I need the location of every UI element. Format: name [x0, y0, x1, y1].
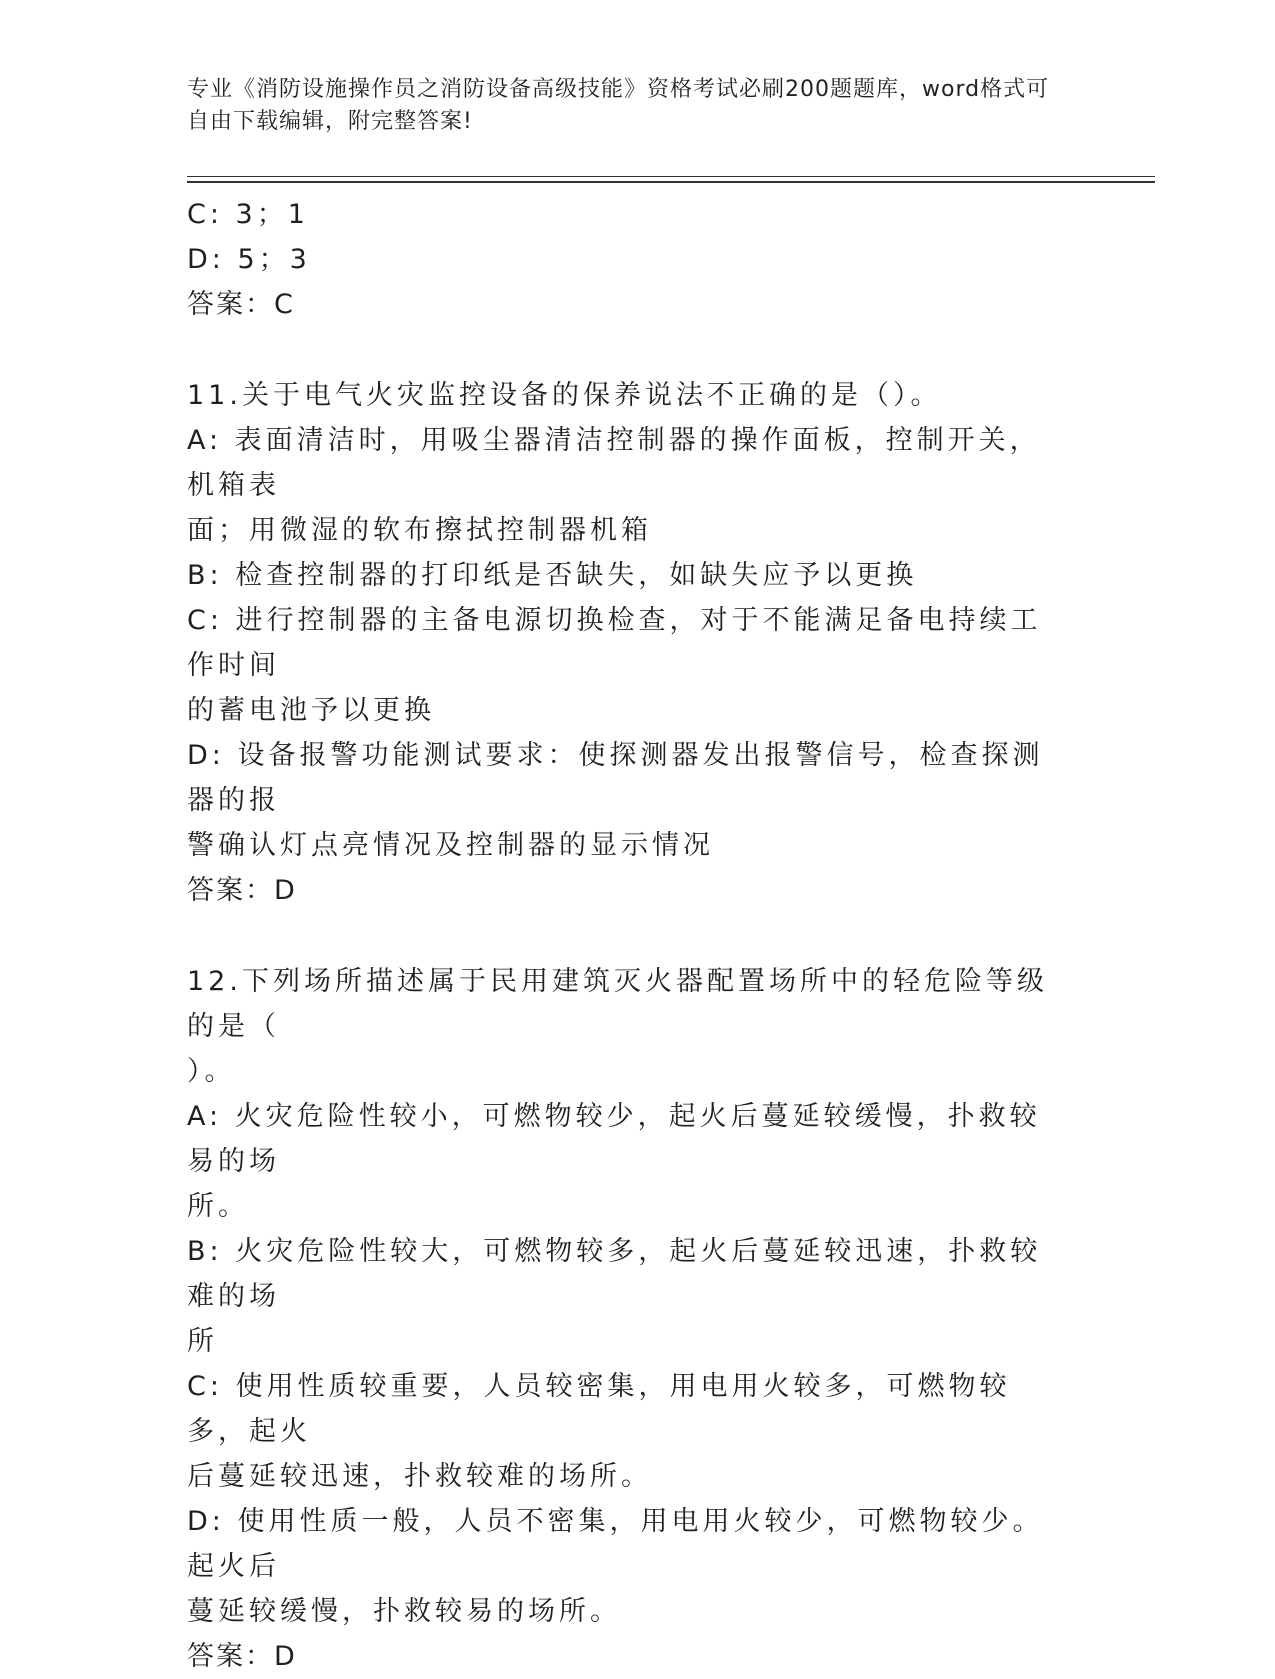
- question-content: [187, 192, 1067, 1679]
- option-line: C: 进行控制器的主备电源切换检查，对于不能满足备电持续工作时间: [187, 605, 1042, 681]
- option-line: B: 检查控制器的打印纸是否缺失，如缺失应予以更换: [187, 560, 918, 591]
- answer-line: 答案：D: [187, 875, 297, 906]
- option-line: D: 使用性质一般，人员不密集，用电用火较少，可燃物较少。起火后: [187, 1506, 1044, 1582]
- question-stem: 11.关于电气火灾监控设备的保养说法不正确的是（）。: [187, 380, 942, 411]
- question-block-11: [187, 373, 1067, 913]
- option-line: A: 火灾危险性较小，可燃物较少，起火后蔓延较缓慢，扑救较易的场: [187, 1101, 1041, 1177]
- option-line: C: 使用性质较重要，人员较密集，用电用火较多，可燃物较多，起火: [187, 1371, 1011, 1447]
- page-header: 专业《消防设施操作员之消防设备高级技能》资格考试必刷200题题库，word格式可自由下载编辑，附完整答案!: [187, 77, 1050, 134]
- spacer: [187, 913, 1067, 959]
- option-line: 警确认灯点亮情况及控制器的显示情况: [187, 830, 714, 861]
- option-line: D: 设备报警功能测试要求：使探测器发出报警信号，检查探测器的报: [187, 740, 1044, 816]
- option-line: 的蓄电池予以更换: [187, 695, 435, 726]
- option-line: 所: [187, 1326, 218, 1357]
- header-divider-thin: [187, 176, 1155, 177]
- spacer: [187, 327, 1067, 373]
- option-line: C: 3；1: [187, 199, 309, 230]
- option-line: A: 表面清洁时，用吸尘器清洁控制器的操作面板，控制开关，机箱表: [187, 425, 1041, 501]
- prev-question-block: [187, 192, 1067, 327]
- option-line: 蔓延较缓慢，扑救较易的场所。: [187, 1596, 621, 1627]
- answer-line: 答案：C: [187, 289, 295, 320]
- header-divider-thick: [187, 181, 1155, 183]
- option-line: 后蔓延较迅速，扑救较难的场所。: [187, 1461, 652, 1492]
- option-line: 面；用微湿的软布擦拭控制器机箱: [187, 515, 652, 546]
- option-line: D: 5；3: [187, 244, 311, 275]
- question-stem: ）。: [187, 1056, 236, 1087]
- question-block-12: [187, 959, 1067, 1679]
- question-stem: 12.下列场所描述属于民用建筑灭火器配置场所中的轻危险等级的是（: [187, 966, 1048, 1042]
- option-line: B: 火灾危险性较大，可燃物较多，起火后蔓延较迅速，扑救较难的场: [187, 1236, 1042, 1312]
- answer-line: 答案：D: [187, 1641, 297, 1672]
- option-line: 所。: [187, 1191, 249, 1222]
